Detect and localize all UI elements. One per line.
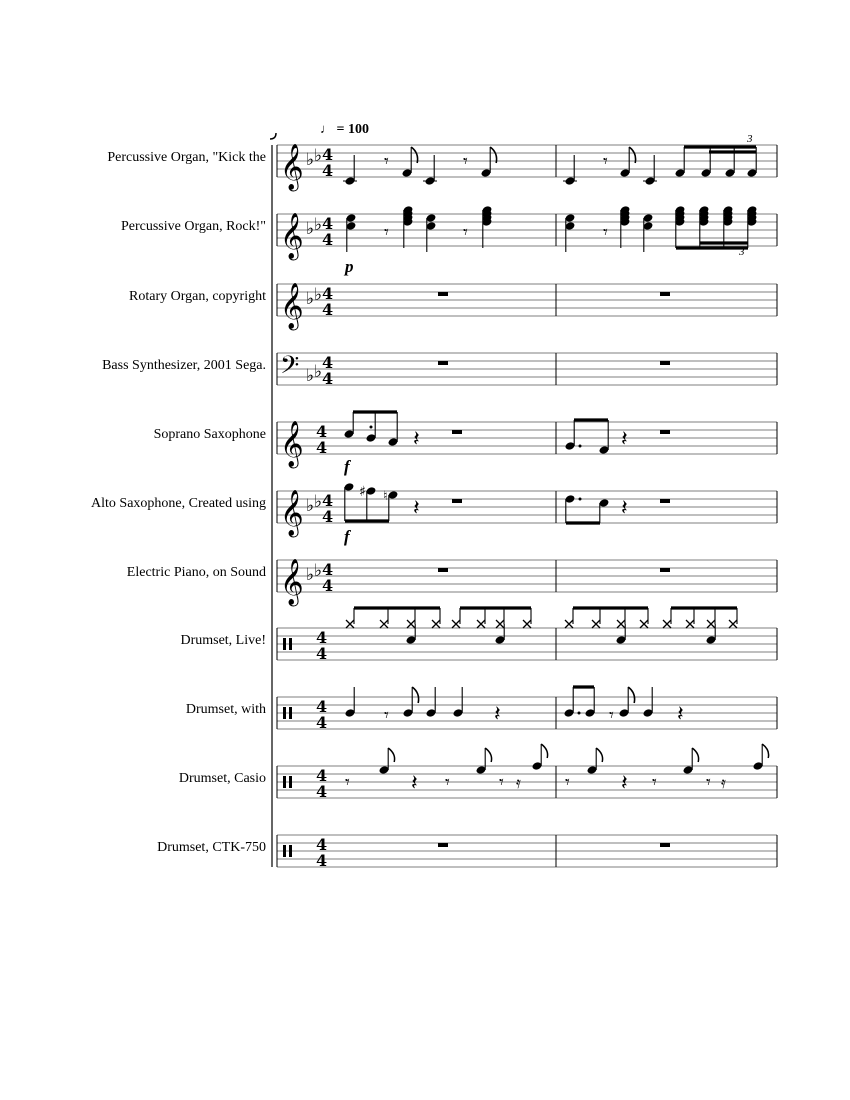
dynamic-forte: f [344,527,350,546]
whole-rest-icon [452,499,462,503]
flat-icon: ♭ [306,366,315,386]
cymbal-note-head [346,620,354,628]
cymbal-note-head [729,620,737,628]
flat-icon: ♭ [314,492,323,512]
cymbal-note-head [592,620,600,628]
whole-rest-icon [438,361,448,365]
treble-clef-icon: 𝄞 [280,213,304,259]
time-signature: 4 [316,782,328,801]
sixteenth-rest-icon: 𝄿 [721,773,726,792]
quarter-rest-icon: 𝄽 [621,771,628,796]
instrument-label: Drumset, CTK-750 [157,840,266,855]
time-signature: 4 [316,766,328,785]
cymbal-note-head [565,620,573,628]
eighth-rest-icon: 𝄾 [345,772,350,793]
time-signature: 4 [322,507,334,526]
treble-clef-icon: 𝄞 [280,559,304,605]
eighth-rest-icon: 𝄾 [499,772,504,793]
eighth-rest-icon: 𝄾 [384,222,389,243]
augmentation-dot [579,445,582,448]
time-signature: 4 [316,628,328,647]
instrument-label: Drumset, Casio [178,771,266,786]
time-signature: 4 [322,161,334,180]
whole-rest-icon [660,568,670,572]
time-signature: 4 [316,851,328,870]
time-signature: 4 [322,230,334,249]
sharp-icon: ♯ [359,484,366,500]
treble-clef-icon: 𝄞 [280,490,304,536]
whole-rest-icon [452,430,462,434]
eighth-rest-icon: 𝄾 [384,151,389,172]
quarter-rest-icon: 𝄽 [494,702,501,727]
flat-icon: ♭ [314,285,323,305]
cymbal-note-head [686,620,694,628]
whole-rest-icon [438,843,448,847]
note-flag [485,748,491,762]
treble-clef-icon: 𝄞 [280,283,304,329]
flat-icon: ♭ [314,146,323,166]
instrument-label: Percussive Organ, "Kick the [107,150,266,165]
treble-clef-icon: 𝄞 [280,421,304,467]
system-bracket [270,133,276,139]
quarter-rest-icon: 𝄽 [411,771,418,796]
percussion-clef-icon [283,638,286,650]
cymbal-note-head [496,620,504,628]
quarter-rest-icon: 𝄽 [413,427,420,452]
note-flag [388,748,394,762]
eighth-rest-icon: 𝄾 [652,772,657,793]
tuplet-number: 3 [747,133,753,145]
quarter-rest-icon: 𝄽 [621,427,628,452]
dynamic-piano: p [345,257,354,276]
eighth-rest-icon: 𝄾 [565,772,570,793]
cymbal-note-head [523,620,531,628]
percussion-clef-icon [289,707,292,719]
cymbal-note-head [407,620,415,628]
note-flag [762,744,768,758]
whole-rest-icon [660,292,670,296]
treble-clef-icon: 𝄞 [280,144,304,190]
sixteenth-rest-icon: 𝄿 [516,773,521,792]
staccato-dot [370,426,373,429]
note-flag [692,748,698,762]
percussion-clef-icon [283,845,286,857]
quarter-rest-icon: 𝄽 [621,496,628,521]
cymbal-note-head [640,620,648,628]
flat-icon: ♭ [314,362,323,382]
bass-clef-icon: 𝄢 [280,351,300,386]
whole-rest-icon [660,499,670,503]
time-signature: 4 [322,353,334,372]
eighth-rest-icon: 𝄾 [463,222,468,243]
whole-rest-icon [660,843,670,847]
flat-icon: ♭ [306,289,315,309]
quarter-note-icon: ♩ [320,121,333,136]
time-signature: 4 [316,644,328,663]
time-signature: 4 [316,713,328,732]
quarter-rest-icon: 𝄽 [413,496,420,521]
eighth-rest-icon: 𝄾 [384,705,389,726]
augmentation-dot [579,498,582,501]
cymbal-note-head [452,620,460,628]
cymbal-note-head [380,620,388,628]
instrument-label: Soprano Saxophone [153,427,266,442]
eighth-rest-icon: 𝄾 [706,772,711,793]
time-signature: 4 [322,369,334,388]
time-signature: 4 [316,835,328,854]
percussion-clef-icon [289,638,292,650]
cymbal-note-head [707,620,715,628]
time-signature: 4 [316,438,328,457]
time-signature: 4 [322,560,334,579]
dynamic-forte: f [344,457,350,476]
percussion-clef-icon [289,776,292,788]
tuplet-number: 3 [739,246,745,258]
quarter-rest-icon: 𝄽 [677,702,684,727]
instrument-label: Rotary Organ, copyright [129,289,266,304]
whole-rest-icon [660,361,670,365]
cymbal-note-head [663,620,671,628]
note-flag [628,687,634,703]
cymbal-note-head [477,620,485,628]
note-flag [541,744,547,758]
time-signature: 4 [322,300,334,319]
instrument-label: Electric Piano, on Sound [126,565,266,580]
flat-icon: ♭ [306,150,315,170]
augmentation-dot [578,712,581,715]
eighth-rest-icon: 𝄾 [445,772,450,793]
time-signature: 4 [322,284,334,303]
time-signature: 4 [316,422,328,441]
time-signature: 4 [322,214,334,233]
instrument-label: Percussive Organ, Rock!" [120,219,266,234]
time-signature: 4 [322,145,334,164]
flat-icon: ♭ [306,496,315,516]
time-signature: 4 [322,491,334,510]
flat-icon: ♭ [306,219,315,239]
whole-rest-icon [438,292,448,296]
instrument-label: Drumset, Live! [180,633,266,648]
instrument-label: Bass Synthesizer, 2001 Sega. [102,358,266,373]
instrument-label: Alto Saxophone, Created using [91,496,266,511]
whole-rest-icon [660,430,670,434]
flat-icon: ♭ [314,215,323,235]
eighth-rest-icon: 𝄾 [603,222,608,243]
cymbal-note-head [432,620,440,628]
eighth-rest-icon: 𝄾 [603,151,608,172]
flat-icon: ♭ [314,561,323,581]
note-flag [596,748,602,762]
note-flag [412,687,418,703]
eighth-rest-icon: 𝄾 [609,705,614,726]
natural-icon: ♮ [383,489,388,504]
percussion-clef-icon [283,707,286,719]
time-signature: 4 [316,697,328,716]
instrument-label: Drumset, with [185,702,266,717]
cymbal-note-head [617,620,625,628]
percussion-clef-icon [283,776,286,788]
tempo-text: = 100 [336,122,369,137]
eighth-rest-icon: 𝄾 [463,151,468,172]
time-signature: 4 [322,576,334,595]
whole-rest-icon [438,568,448,572]
percussion-clef-icon [289,845,292,857]
flat-icon: ♭ [306,565,315,585]
